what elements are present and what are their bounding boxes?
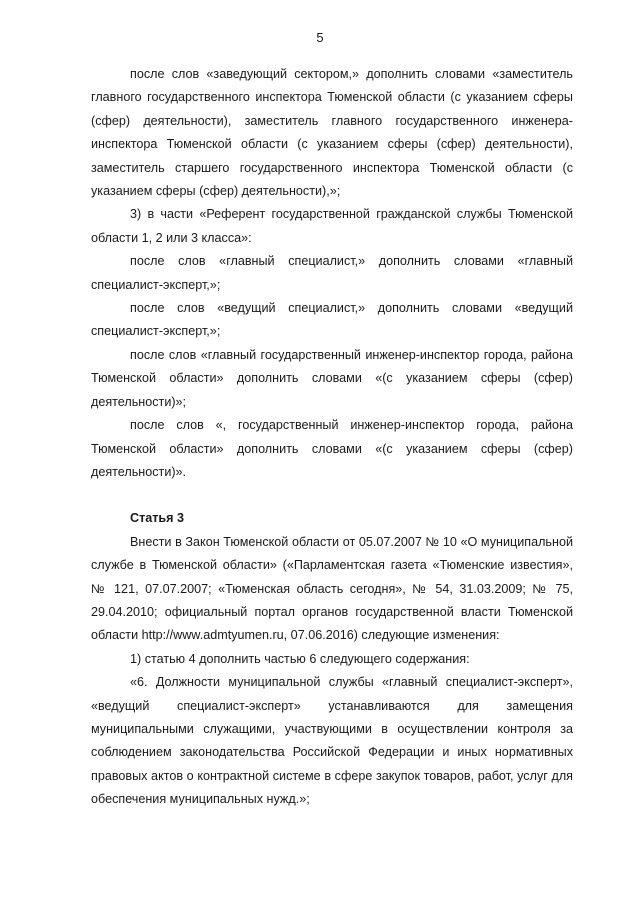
article-heading: Статья 3 — [130, 511, 185, 526]
paragraph: 1) статью 4 дополнить частью 6 следующего содержания: — [130, 651, 470, 666]
document-body — [91, 63, 573, 812]
paragraph: после слов «главный специалист,» дополнить словами «главный специалист-эксперт,»; — [91, 254, 573, 292]
paragraph: Внести в Закон Тюменской области от 05.07.2007 № 10 «О муниципальной службе в Тюменской области» («Парламентская газета «Тюменские известия», № 121, 07.07.2007; «Тюменская область сегодня», № 54, 31.03.2009; № 75, 29.04.2010; официальный портал органов государственной власти Тюменской области http://www.admtyumen.ru, 07.06.2016) следующие изменения: — [91, 534, 573, 643]
section-spacer — [91, 484, 573, 507]
paragraph: после слов «главный государственный инженер-инспектор города, района Тюменской области» дополнить словами «(с указанием сферы (сфер) деятельности)»; — [91, 347, 573, 409]
paragraph: после слов «, государственный инженер-инспектор города, района Тюменской области» дополнить словами «(с указанием сферы (сфер) деятельности)». — [91, 418, 573, 479]
page-number: 5 — [316, 30, 324, 45]
paragraph: «6. Должности муниципальной службы «главный специалист-эксперт», «ведущий специалист-эксперт» устанавливаются для замещения муниципальными служащими, участвующими в осуществлении контроля за соблюдением законодательства Российской Федерации и иных нормативных правовых актов о контрактной системе в сфере закупок товаров, работ, услуг для обеспечения муниципальных нужд.»; — [91, 675, 573, 807]
paragraph: после слов «ведущий специалист,» дополнить словами «ведущий специалист-эксперт,»; — [91, 301, 573, 339]
paragraph: 3) в части «Референт государственной гражданской службы Тюменской области 1, 2 или 3 класса»: — [91, 207, 573, 245]
paragraph: после слов «заведующий сектором,» дополнить словами «заместитель главного государственного инспектора Тюменской области (с указанием сферы (сфер) деятельности), заместитель главного государственного инженера-инспектора Тюменской области (с указанием сферы (сфер) деятельности), заместитель старшего государственного инспектора Тюменской области (с указанием сферы (сфер) деятельности),»; — [91, 67, 573, 199]
